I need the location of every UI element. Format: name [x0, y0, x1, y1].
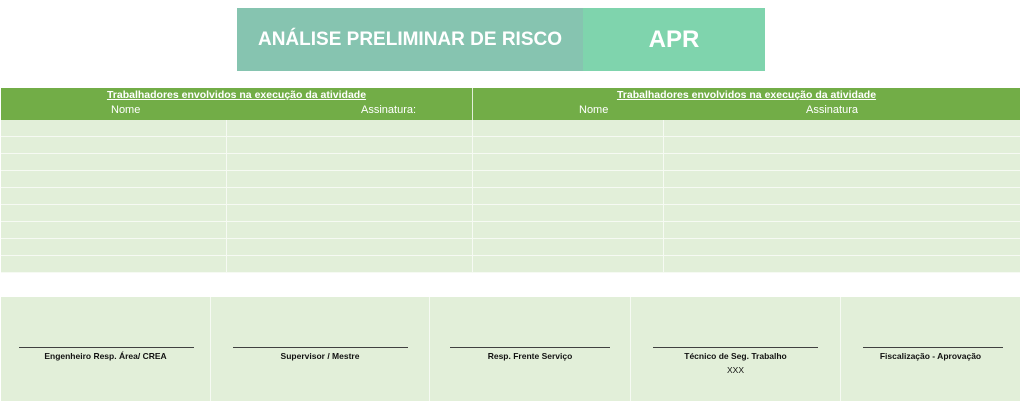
signature-cell[interactable] — [227, 256, 473, 272]
signature-label: Engenheiro Resp. Área/ CREA — [44, 351, 167, 361]
signature-cell[interactable] — [664, 171, 1020, 187]
table-row — [1, 205, 1020, 222]
name-cell[interactable] — [473, 205, 664, 221]
left-header — [1, 88, 473, 120]
name-cell[interactable] — [1, 256, 227, 272]
name-cell[interactable] — [473, 222, 664, 238]
workers-table-body — [1, 120, 1020, 273]
name-cell[interactable] — [473, 120, 664, 136]
left-header-title: Trabalhadores envolvidos na execução da atividade — [106, 89, 367, 101]
name-cell[interactable] — [1, 188, 227, 204]
signature-cell[interactable] — [664, 205, 1020, 221]
signature-cell[interactable] — [664, 256, 1020, 272]
signature-line — [19, 347, 194, 348]
signature-cell[interactable] — [227, 137, 473, 153]
workers-table — [1, 88, 1020, 273]
signature-cell[interactable] — [664, 120, 1020, 136]
signature-cell[interactable] — [227, 120, 473, 136]
signature-line — [653, 347, 818, 348]
signature-cell[interactable] — [227, 171, 473, 187]
right-signature-column: Assinatura — [806, 104, 858, 116]
table-row — [1, 120, 1020, 137]
right-name-column: Nome — [579, 104, 609, 116]
signature-cell[interactable] — [227, 222, 473, 238]
signature-label: Técnico de Seg. Trabalho — [684, 351, 787, 361]
signature-sub-label: XXX — [726, 365, 744, 375]
workers-table-header — [1, 88, 1020, 120]
table-row — [1, 188, 1020, 205]
signature-safety-technician[interactable] — [631, 297, 841, 401]
name-cell[interactable] — [473, 188, 664, 204]
table-row — [1, 239, 1020, 256]
signature-line — [863, 347, 1003, 348]
right-header — [473, 88, 1020, 120]
left-signature-column: Assinatura: — [361, 104, 417, 116]
signature-inspection-approval[interactable] — [841, 297, 1020, 401]
name-cell[interactable] — [473, 256, 664, 272]
name-cell[interactable] — [1, 222, 227, 238]
name-cell[interactable] — [473, 154, 664, 170]
table-row — [1, 154, 1020, 171]
name-cell[interactable] — [1, 137, 227, 153]
name-cell[interactable] — [473, 137, 664, 153]
name-cell[interactable] — [1, 205, 227, 221]
right-header-title: Trabalhadores envolvidos na execução da atividade — [616, 89, 877, 101]
signature-supervisor[interactable] — [211, 297, 430, 401]
signature-line — [233, 347, 408, 348]
signature-engineer[interactable] — [1, 297, 211, 401]
title-banner — [237, 8, 765, 71]
signature-service-front[interactable] — [430, 297, 631, 401]
signature-cell[interactable] — [664, 239, 1020, 255]
signature-cell[interactable] — [227, 154, 473, 170]
signature-label: Resp. Frente Serviço — [487, 351, 573, 361]
signature-label: Supervisor / Mestre — [280, 351, 360, 361]
table-row — [1, 256, 1020, 273]
signature-label: Fiscalização - Aprovação — [879, 351, 982, 361]
name-cell[interactable] — [1, 120, 227, 136]
document-code: APR — [583, 8, 765, 71]
table-row — [1, 137, 1020, 154]
name-cell[interactable] — [473, 239, 664, 255]
table-row — [1, 171, 1020, 188]
signature-cell[interactable] — [664, 222, 1020, 238]
signature-cell[interactable] — [227, 205, 473, 221]
signature-cell[interactable] — [227, 239, 473, 255]
signature-cell[interactable] — [227, 188, 473, 204]
signature-cell[interactable] — [664, 137, 1020, 153]
signature-cell[interactable] — [664, 154, 1020, 170]
name-cell[interactable] — [1, 171, 227, 187]
signature-cell[interactable] — [664, 188, 1020, 204]
signature-line — [450, 347, 610, 348]
table-row — [1, 222, 1020, 239]
document-title: ANÁLISE PRELIMINAR DE RISCO — [237, 8, 583, 71]
name-cell[interactable] — [1, 154, 227, 170]
signature-area — [1, 297, 1020, 401]
name-cell[interactable] — [1, 239, 227, 255]
left-name-column: Nome — [111, 104, 141, 116]
name-cell[interactable] — [473, 171, 664, 187]
